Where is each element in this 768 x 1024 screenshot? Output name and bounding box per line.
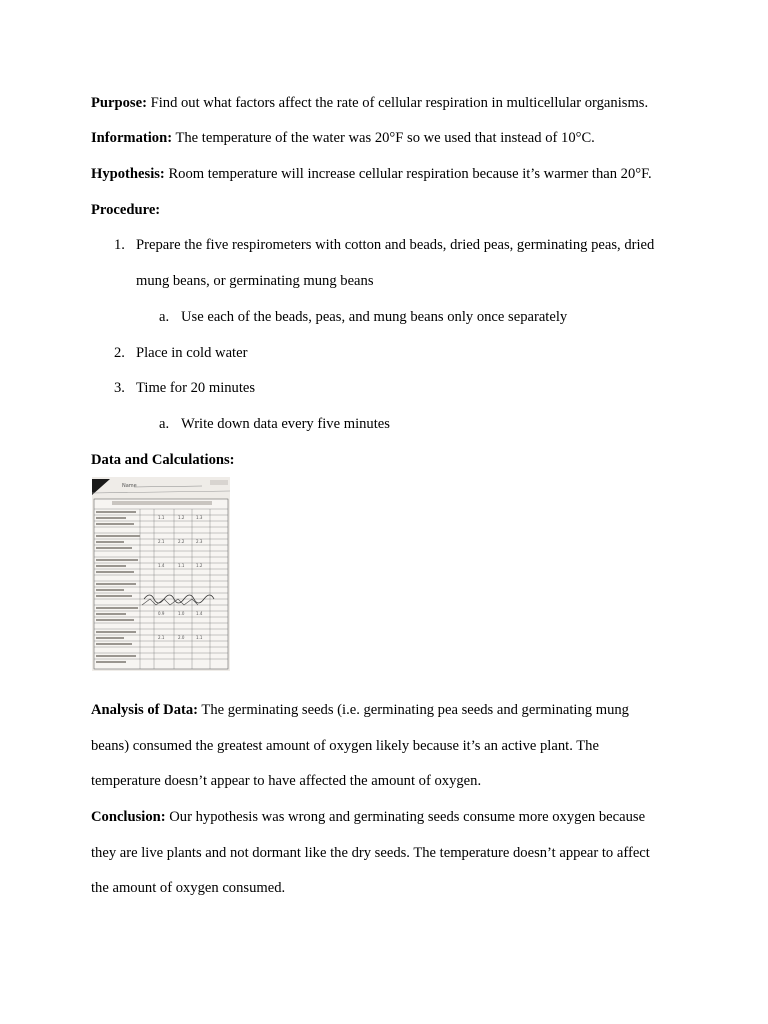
hypothesis-paragraph <box>91 165 652 183</box>
hypothesis-text: Room temperature will increase cellular respiration because it’s warmer than 20°F. <box>164 166 652 182</box>
svg-text:2.0: 2.0 <box>178 635 185 640</box>
svg-text:2.1: 2.1 <box>158 635 165 640</box>
analysis-label: Analysis of Data: <box>91 702 199 718</box>
conclusion-text-1: Our hypothesis was wrong and germinating seeds consume more oxygen because <box>165 809 646 825</box>
purpose-text: Find out what factors affect the rate of cellular respiration in multicellular organisms. <box>146 95 649 111</box>
svg-text:1.2: 1.2 <box>178 515 185 520</box>
procedure-label: Procedure: <box>91 202 161 218</box>
analysis-line-2: beans) consumed the greatest amount of oxygen likely because it’s an active plant. The <box>91 738 599 754</box>
step-2-number: 2. <box>114 345 125 361</box>
svg-text:1.2: 1.2 <box>196 563 203 568</box>
purpose-label: Purpose: <box>91 95 147 111</box>
step-1-sub-letter: a. <box>159 309 170 325</box>
analysis-line-1 <box>91 701 629 719</box>
information-paragraph <box>91 129 595 147</box>
worksheet-photo-drawing <box>92 477 230 671</box>
analysis-text-1: The germinating seeds (i.e. germinating pea seeds and germinating mung <box>198 702 629 718</box>
step-1-line-2: mung beans, or germinating mung beans <box>136 273 374 289</box>
worksheet-name-label: Name <box>122 483 137 489</box>
svg-text:1.3: 1.3 <box>196 515 203 520</box>
conclusion-line-2: they are live plants and not dormant like the dry seeds. The temperature doesn’t appear to affect <box>91 845 650 861</box>
analysis-line-3: temperature doesn’t appear to have affected the amount of oxygen. <box>91 773 482 789</box>
step-3-line-1: Time for 20 minutes <box>136 380 256 396</box>
svg-text:2.1: 2.1 <box>158 539 165 544</box>
hypothesis-label: Hypothesis: <box>91 166 165 182</box>
information-label: Information: <box>91 130 173 146</box>
svg-text:1.4: 1.4 <box>158 563 165 568</box>
step-1-line-1: Prepare the five respirometers with cotton and beads, dried peas, germinating peas, dried <box>136 237 655 253</box>
svg-text:1.1: 1.1 <box>178 563 185 568</box>
conclusion-line-3: the amount of oxygen consumed. <box>91 880 286 896</box>
step-3-sub-letter: a. <box>159 416 170 432</box>
step-1-number: 1. <box>114 237 125 253</box>
procedure-heading <box>91 201 160 219</box>
svg-text:2.3: 2.3 <box>196 539 203 544</box>
svg-text:2.2: 2.2 <box>178 539 185 544</box>
data-calculations-heading <box>91 451 235 469</box>
information-text: The temperature of the water was 20°F so we used that instead of 10°C. <box>172 130 595 146</box>
step-1-sub-text: Use each of the beads, peas, and mung beans only once separately <box>181 309 568 325</box>
step-3-number: 3. <box>114 380 125 396</box>
conclusion-label: Conclusion: <box>91 809 166 825</box>
data-table-photo <box>92 477 230 671</box>
svg-text:1.1: 1.1 <box>158 515 165 520</box>
purpose-paragraph <box>91 94 648 112</box>
step-3-sub-text: Write down data every five minutes <box>181 416 390 432</box>
svg-text:1.4: 1.4 <box>196 611 203 616</box>
svg-text:1.1: 1.1 <box>196 635 203 640</box>
step-2-line-1: Place in cold water <box>136 345 248 361</box>
svg-text:1.0: 1.0 <box>178 611 185 616</box>
svg-text:0.9: 0.9 <box>158 611 165 616</box>
data-calculations-label: Data and Calculations: <box>91 452 235 468</box>
conclusion-line-1 <box>91 808 645 826</box>
